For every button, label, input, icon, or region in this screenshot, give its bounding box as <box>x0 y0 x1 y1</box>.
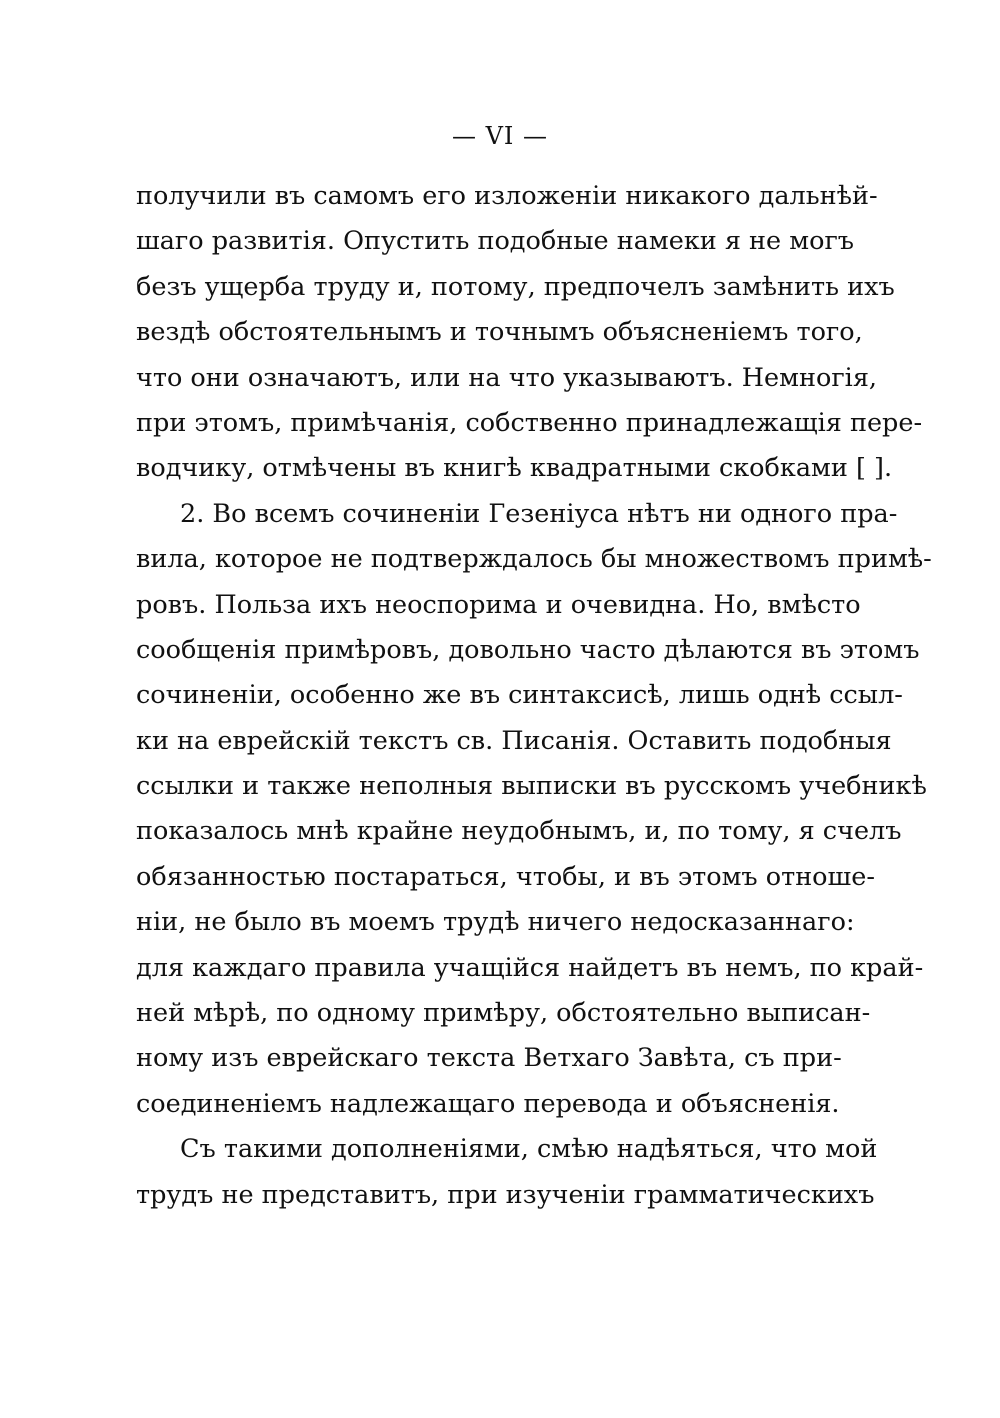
text-line: для каждаго правила учащійся найдетъ въ немъ, по край- <box>136 952 924 983</box>
text-line: ссылки и также неполныя выписки въ русскомъ учебникѣ <box>136 771 927 802</box>
text-line: ніи, не было въ моемъ трудѣ ничего недосказаннаго: <box>136 907 855 938</box>
text-line: при этомъ, примѣчанія, собственно принадлежащія пере- <box>136 407 923 438</box>
text-line: вездѣ обстоятельнымъ и точнымъ объясненіемъ того, <box>136 317 863 348</box>
text-line: сочиненіи, особенно же въ синтаксисѣ, лишь однѣ ссыл- <box>136 680 903 711</box>
text-line: показалось мнѣ крайне неудобнымъ, и, по тому, я счелъ <box>136 816 902 847</box>
text-line: 2. Во всемъ сочиненіи Гезеніуса нѣтъ ни одного пра- <box>180 498 898 529</box>
text-line: шаго развитія. Опустить подобные намеки я не могъ <box>136 226 855 257</box>
text-line: обязанностью постараться, чтобы, и въ этомъ отноше- <box>136 861 875 892</box>
text-line: безъ ущерба труду и, потому, предпочелъ замѣнить ихъ <box>136 271 895 302</box>
text-line: ней мѣрѣ, по одному примѣру, обстоятельно выписан- <box>136 998 871 1029</box>
paragraph-2 <box>136 492 932 1127</box>
text-line: соединеніемъ надлежащаго перевода и объясненія. <box>136 1088 840 1119</box>
page-text <box>136 174 932 1218</box>
text-line: ки на еврейскій текстъ св. Писанія. Оставить подобныя <box>136 725 892 756</box>
text-line: что они означаютъ, или на что указываютъ. Немногія, <box>136 362 878 393</box>
page-number: — VI — <box>451 122 549 150</box>
text-line: водчику, отмѣчены въ книгѣ квадратными скобками [ ]. <box>136 453 893 484</box>
text-line: трудъ не представитъ, при изученіи грамматическихъ <box>136 1179 875 1210</box>
paragraph-continuation <box>136 174 923 492</box>
text-line: ровъ. Польза ихъ неоспорима и очевидна. Но, вмѣсто <box>136 589 861 620</box>
text-line: Съ такими дополненіями, смѣю надѣяться, что мой <box>180 1134 878 1165</box>
paragraph-3 <box>136 1127 878 1218</box>
text-line: сообщенія примѣровъ, довольно часто дѣлаются въ этомъ <box>136 634 920 665</box>
text-line: получили въ самомъ его изложеніи никакого дальнѣй- <box>136 181 878 211</box>
text-line: ному изъ еврейскаго текста Ветхаго Завѣта, съ при- <box>136 1043 842 1074</box>
text-line: вила, которое не подтверждалось бы множествомъ примѣ- <box>136 544 932 575</box>
